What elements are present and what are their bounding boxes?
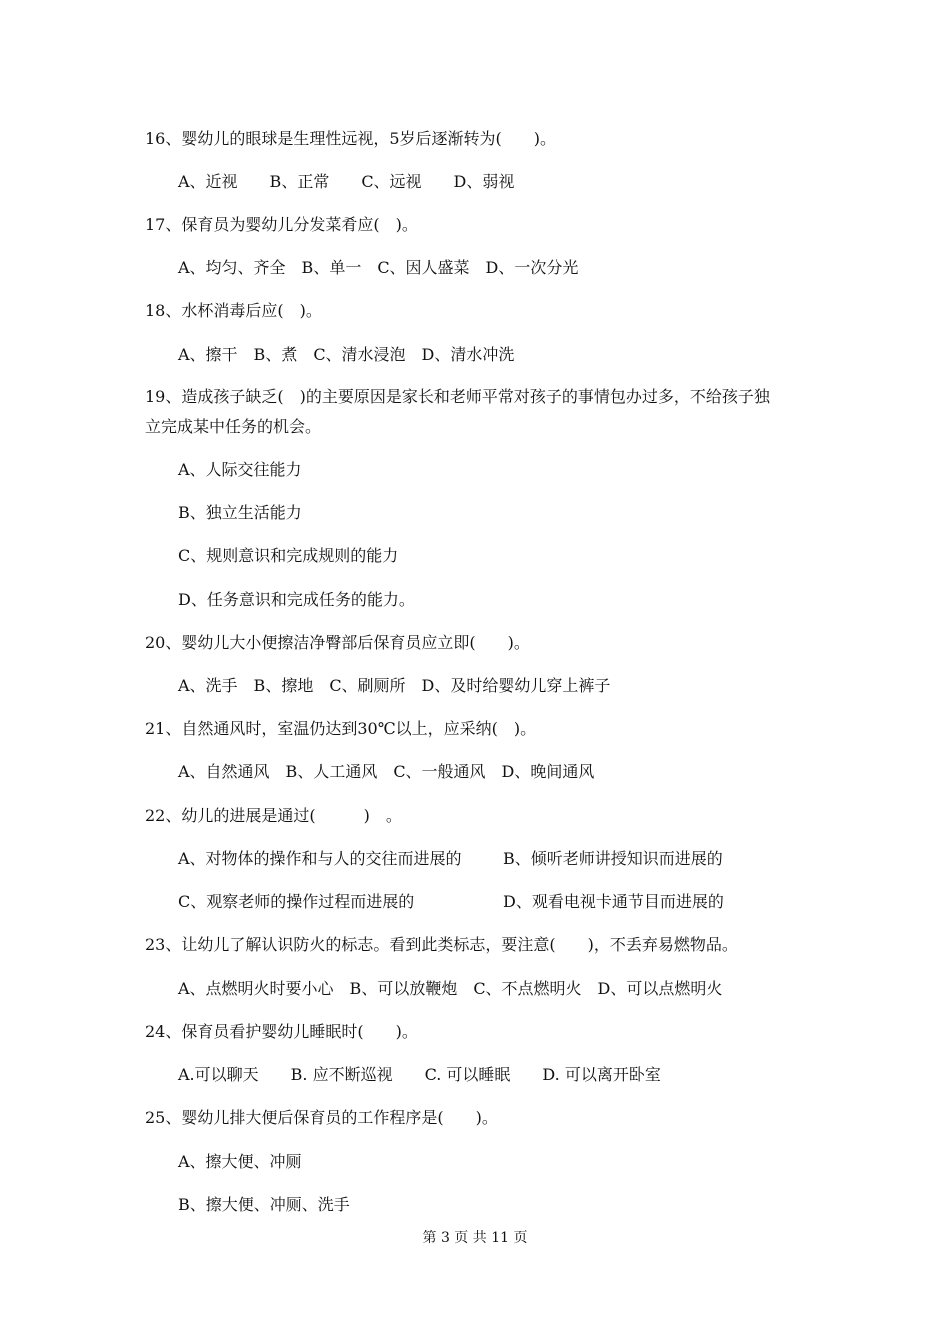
question-21-stem: 21、自然通风时，室温仍达到30℃以上，应采纳( )。: [145, 719, 537, 738]
question-21-options: A、自然通风 B、人工通风 C、一般通风 D、晚间通风: [178, 762, 595, 781]
question-25-option-b: B、擦大便、冲厕、洗手: [178, 1195, 350, 1214]
question-19-option-b: B、独立生活能力: [178, 503, 302, 522]
question-22-option-d: D、观看电视卡通节目而进展的: [503, 892, 724, 911]
page-footer: 第 3 页 共 11 页: [422, 1230, 528, 1246]
question-16-options: A、近视 B、正常 C、远视 D、弱视: [178, 172, 515, 191]
question-22-option-a: A、对物体的操作和与人的交往而进展的: [178, 849, 462, 868]
question-18-options: A、擦干 B、煮 C、清水浸泡 D、清水冲洗: [178, 345, 515, 364]
question-22-stem: 22、幼儿的进展是通过( ) 。: [145, 806, 402, 825]
question-23-stem: 23、让幼儿了解认识防火的标志。看到此类标志，要注意( )，不丢弃易燃物品。: [145, 935, 738, 954]
question-19-stem-line2: 立完成某中任务的机会。: [145, 417, 322, 436]
question-25-stem: 25、婴幼儿排大便后保育员的工作程序是( )。: [145, 1108, 498, 1127]
question-19-option-c: C、规则意识和完成规则的能力: [178, 546, 399, 565]
question-25-option-a: A、擦大便、冲厕: [178, 1152, 302, 1171]
question-18-stem: 18、水杯消毒后应( )。: [145, 301, 322, 320]
question-17-stem: 17、保育员为婴幼儿分发菜肴应( )。: [145, 215, 418, 234]
question-19-option-a: A、人际交往能力: [178, 460, 302, 479]
question-19-option-d: D、任务意识和完成任务的能力。: [178, 590, 415, 609]
question-20-stem: 20、婴幼儿大小便擦洁净臀部后保育员应立即( )。: [145, 633, 530, 652]
question-22-option-c: C、观察老师的操作过程而进展的: [178, 892, 415, 911]
question-23-options: A、点燃明火时要小心 B、可以放鞭炮 C、不点燃明火 D、可以点燃明火: [178, 979, 723, 998]
question-16-stem: 16、婴幼儿的眼球是生理性远视，5岁后逐渐转为( )。: [145, 129, 557, 148]
question-24-options: A.可以聊天 B. 应不断巡视 C. 可以睡眠 D. 可以离开卧室: [178, 1065, 661, 1084]
question-22-option-b: B、倾听老师讲授知识而进展的: [503, 849, 723, 868]
question-17-options: A、均匀、齐全 B、单一 C、因人盛菜 D、一次分光: [178, 258, 579, 277]
question-19-stem-line1: 19、造成孩子缺乏( )的主要原因是家长和老师平常对孩子的事情包办过多，不给孩子独: [145, 387, 770, 406]
question-24-stem: 24、保育员看护婴幼儿睡眠时( )。: [145, 1022, 418, 1041]
question-20-options: A、洗手 B、擦地 C、刷厕所 D、及时给婴幼儿穿上裤子: [178, 676, 611, 695]
